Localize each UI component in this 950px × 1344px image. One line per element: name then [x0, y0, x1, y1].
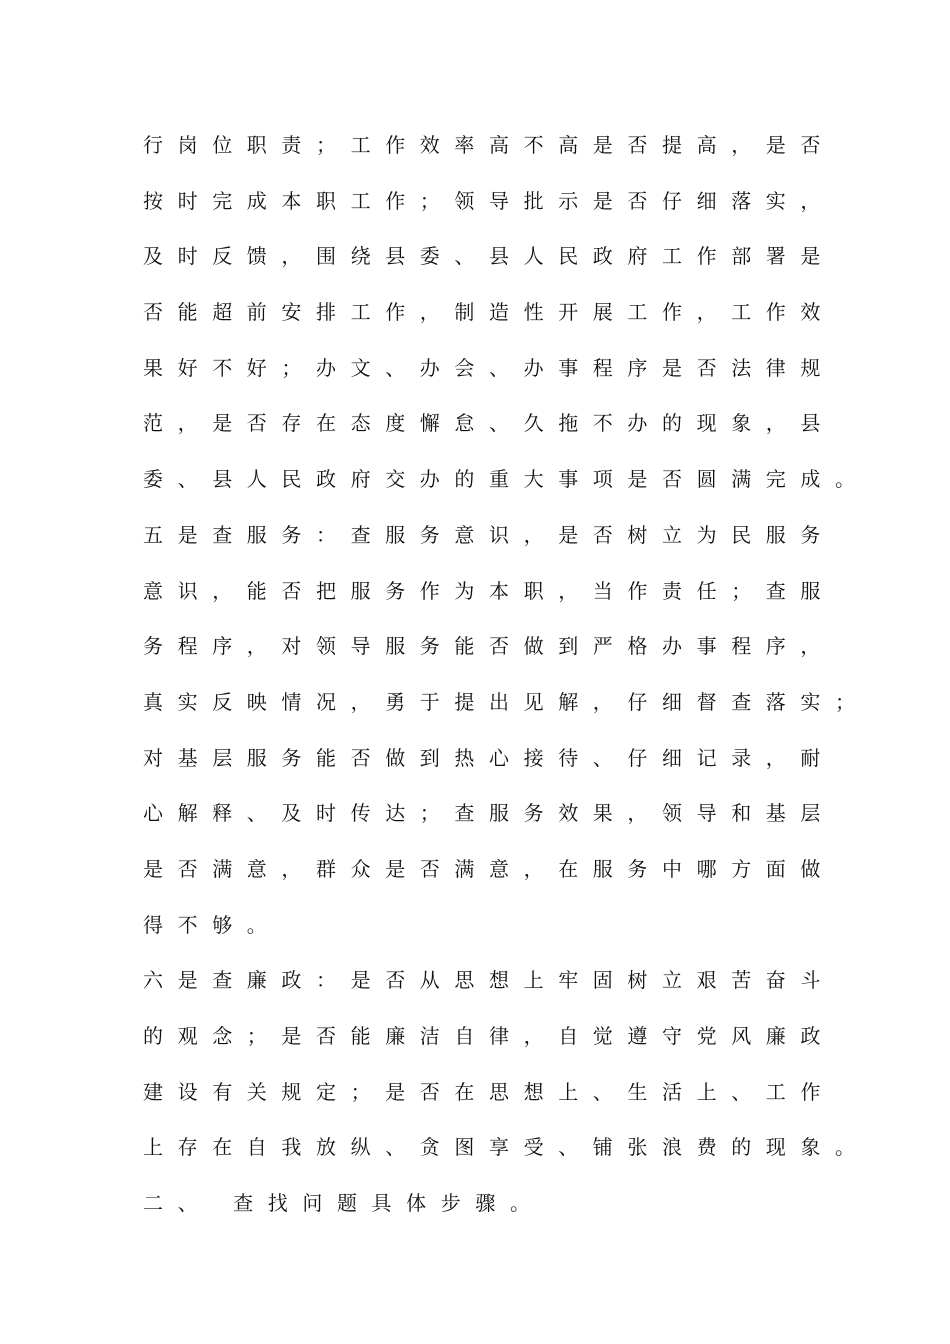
text-line: 心解释、及时传达；查服务效果，领导和基层	[143, 801, 835, 826]
text-line: 建设有关规定；是否在思想上、生活上、工作	[143, 1079, 835, 1104]
text-line: 按时完成本职工作；领导批示是否仔细落实，	[143, 188, 835, 213]
text-line: 果好不好；办文、办会、办事程序是否法律规	[143, 355, 835, 380]
text-line: 委、县人民政府交办的重大事项是否圆满完成。	[143, 467, 870, 492]
text-line: 是否满意，群众是否满意，在服务中哪方面做	[143, 856, 835, 881]
text-line: 得不够。	[143, 912, 282, 937]
text-line: 范，是否存在态度懈怠、久拖不办的现象，县	[143, 411, 835, 436]
text-line: 六是查廉政：是否从思想上牢固树立艰苦奋斗	[143, 968, 835, 993]
text-line: 真实反映情况，勇于提出见解，仔细督查落实；	[143, 689, 870, 714]
text-line: 上存在自我放纵、贪图享受、铺张浪费的现象。	[143, 1135, 870, 1160]
text-line: 及时反馈，围绕县委、县人民政府工作部署是	[143, 244, 835, 269]
section-heading: 二、 查找问题具体步骤。	[143, 1191, 545, 1216]
text-line: 行岗位职责；工作效率高不高是否提高，是否	[143, 133, 835, 157]
text-line: 的观念；是否能廉洁自律，自觉遵守党风廉政	[143, 1024, 835, 1048]
text-line: 五是查服务：查服务意识，是否树立为民服务	[143, 522, 835, 547]
text-line: 对基层服务能否做到热心接待、仔细记录，耐	[143, 745, 835, 770]
document-body	[143, 121, 870, 1235]
text-line: 否能超前安排工作，制造性开展工作，工作效	[143, 300, 835, 325]
text-line: 务程序，对领导服务能否做到严格办事程序，	[143, 634, 835, 659]
text-line: 意识，能否把服务作为本职，当作责任；查服	[143, 578, 835, 603]
